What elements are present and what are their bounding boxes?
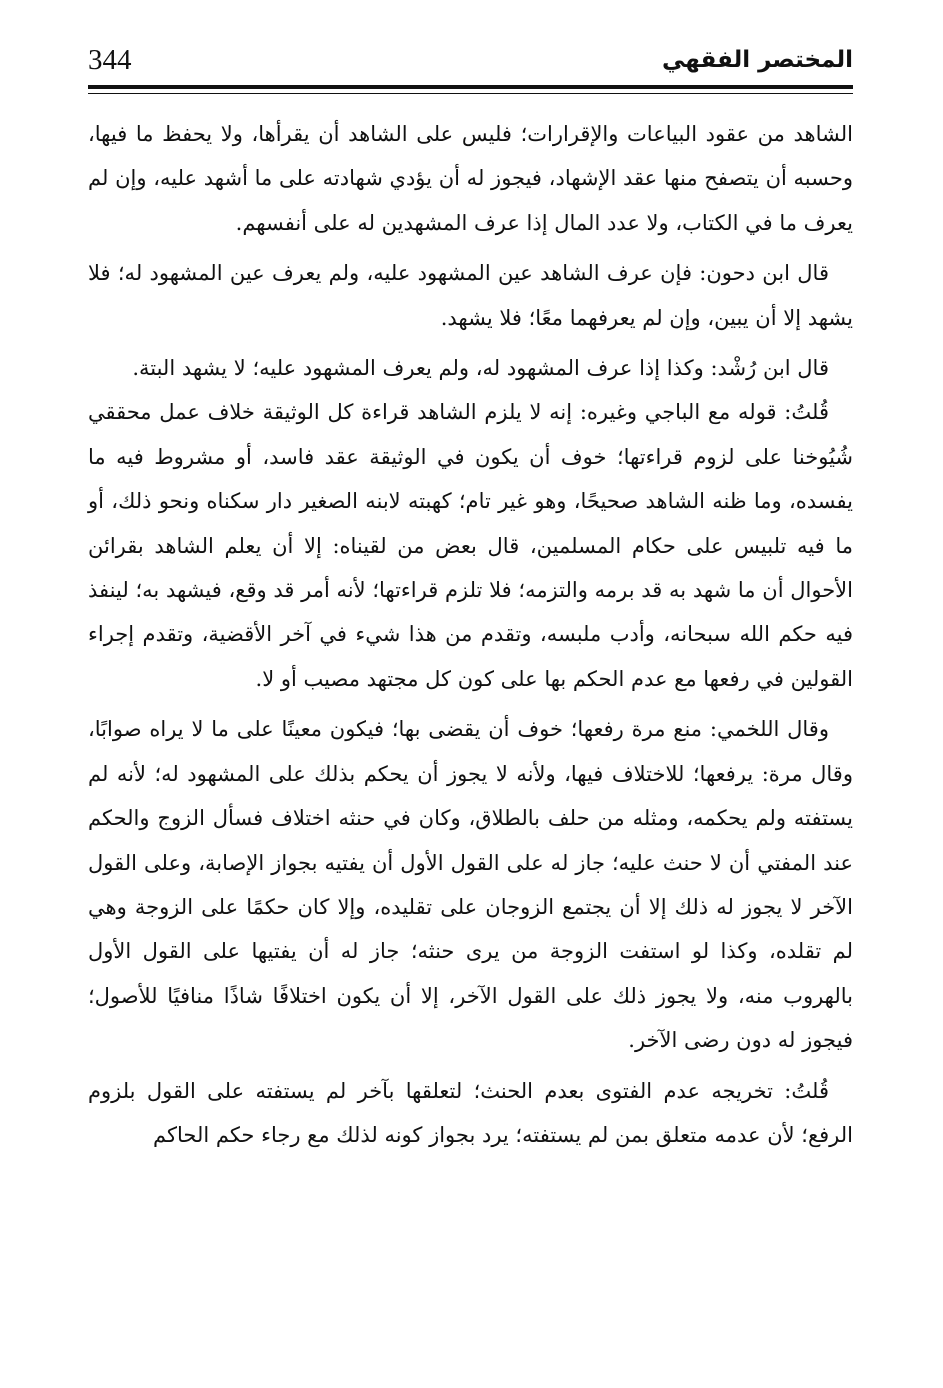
paragraph-3: قال ابن رُشْد: وكذا إذا عرف المشهود له، ولم يعرف المشهود عليه؛ لا يشهد البتة.	[132, 356, 829, 381]
body-text	[88, 112, 853, 1157]
header-rule-thick	[88, 85, 853, 89]
paragraph-2: قال ابن دحون: فإن عرف الشاهد عين المشهود عليه، ولم يعرف عين المشهود له؛ فلا يشهد إلا أن يبين، وإن لم يعرفهما معًا؛ فلا يشهد.	[88, 261, 853, 330]
book-title: المختصر الفقهي	[662, 47, 853, 73]
page-number: 344	[88, 44, 132, 76]
header-rule-thin	[88, 93, 853, 94]
paragraph-5: وقال اللخمي: منع مرة رفعها؛ خوف أن يقضى بها؛ فيكون معينًا على ما لا يراه صوابًا، وقال مرة: يرفعها؛ للاختلاف فيها، ولأنه لا يجوز أن يحكم بذلك على المشهود له؛ لأنه لم يستفته ولم يحكمه، ومثله من حلف بالطلاق، وكان في حنثه اختلاف فسأل الزوج والحكم عند المفتي أن لا حنث عليه؛ جاز له على القول الأول أن يفتيه بجواز الإصابة، وعلى القول الآخر لا يجوز له ذلك إلا أن يجتمع الزوجان على تقليده، وإلا كان حكمًا على الزوجة وهي لم تقلده، وكذا لو استفت الزوجة من يرى حنثه؛ جاز له أن يفتيها على القول الأول بالهروب منه، ولا يجوز ذلك على القول الآخر، إلا أن يكون اختلافًا شاذًا منافيًا للأصول؛ فيجوز له دون رضى الآخر.	[88, 717, 853, 1053]
paragraph-4: قُلتُ: قوله مع الباجي وغيره: إنه لا يلزم الشاهد قراءة كل الوثيقة خلاف عمل محققي شُيُوخنا على لزوم قراءتها؛ خوف أن يكون في الوثيقة عقد فاسد، أو مشروط فيه ما يفسده، وما ظنه الشاهد صحيحًا، وهو غير تام؛ كهبته لابنه الصغير دار سكناه ونحو ذلك، أو ما فيه تلبيس على حكام المسلمين، قال بعض من لقيناه: إلا أن يعلم الشاهد بقرائن الأحوال أن ما شهد به قد برمه والتزمه؛ فلا تلزم قراءتها؛ لأنه أمر قد وقع، فيشهد به؛ لينفذ فيه حكم الله سبحانه، وأدب ملبسه، وتقدم من هذا شيء في آخر الأقضية، وتقدم إجراء القولين في رفعها مع عدم الحكم بها على كون كل مجتهد مصيب أو لا.	[88, 400, 853, 691]
page-header	[88, 40, 853, 80]
paragraph-1: الشاهد من عقود البياعات والإقرارات؛ فليس على الشاهد أن يقرأها، ولا يحفظ ما فيها، وحسبه أن يتصفح منها عقد الإشهاد، فيجوز له أن يؤدي شهادته على ما أشهد عليه، وإن لم يعرف ما في الكتاب، ولا عدد المال إذا عرف المشهدين له على أنفسهم.	[88, 122, 853, 235]
paragraph-6: قُلتُ: تخريجه عدم الفتوى بعدم الحنث؛ لتعلقها بآخر لم يستفته على القول بلزوم الرفع؛ لأن عدمه متعلق بمن لم يستفته؛ يرد بجواز كونه لذلك مع رجاء حكم الحاكم	[88, 1078, 853, 1147]
